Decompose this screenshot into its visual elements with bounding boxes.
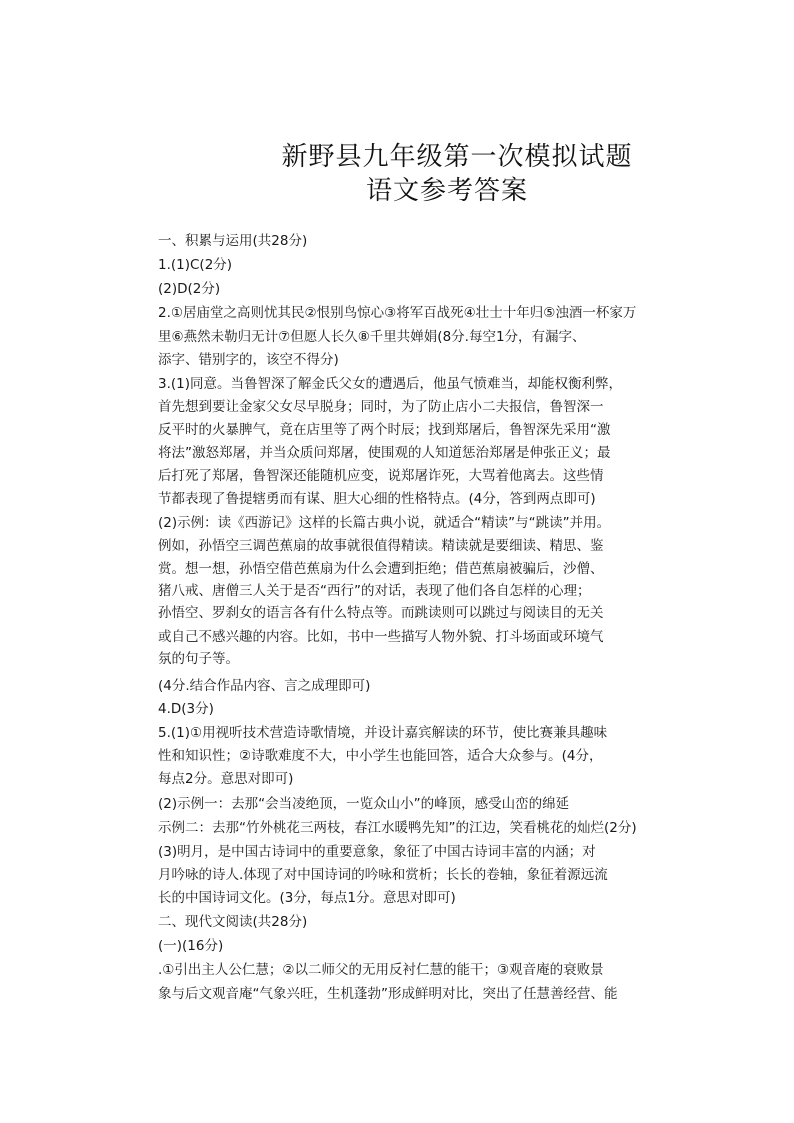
- text-line: 添字、错别字的，该空不得分): [158, 352, 339, 368]
- text-line: 长的中国诗词文化。(3分，每点1分。意思对即可): [158, 890, 456, 906]
- text-line: 赏。想一想，孙悟空借芭蕉扇为什么会遭到拒绝；借芭蕉扇被骗后，沙僧、: [158, 561, 604, 577]
- text-line: 将法”激怒郑屠，并当众质问郑屠，使围观的人知道惩治郑屠是伸张正义；最: [158, 445, 611, 461]
- text-line: 猪八戒、唐僧三人关于是否“西行”的对话，表现了他们各自怎样的心理；: [158, 583, 591, 599]
- document-title: 新野县九年级第一次模拟试题: [281, 142, 633, 172]
- text-line: 3.(1)同意。当鲁智深了解金氏父女的遭遇后，他虽气愤难当，却能权衡利弊，: [158, 376, 623, 392]
- document-subtitle: 语文参考答案: [365, 176, 528, 206]
- text-line: 孙悟空、罗刹女的语言各有什么特点等。而跳读则可以跳过与阅读目的无关: [158, 605, 604, 621]
- text-line: 反平时的火暴脾气，竟在店里等了两个时辰；找到郑屠后，鲁智深先采用“激: [158, 422, 611, 438]
- text-line: 示例二：去那“竹外桃花三两枝，春江水暖鸭先知”的江边，笑看桃花的灿烂(2分): [158, 820, 637, 836]
- text-line: 或自己不感兴趣的内容。比如，书中一些描写人物外貌、打斗场面或环境气: [158, 629, 604, 645]
- text-line: (2)示例一：去那“会当凌绝顶，一览众山小”的峰顶，感受山峦的绵延: [158, 796, 570, 812]
- text-line: 2.①居庙堂之高则忧其民②恨别鸟惊心③将军百战死④壮士十年归⑤浊酒一杯家万: [158, 305, 637, 321]
- text-line: (一)(16分): [158, 938, 224, 954]
- text-line: 节都表现了鲁提辖勇而有谋、胆大心细的性格特点。(4分，答到两点即可): [158, 491, 596, 507]
- text-line: 1.(1)C(2分): [158, 257, 233, 273]
- text-line: 里⑥燕然未勒归无计⑦但愿人长久⑧千里共婵娟(8分.每空1分，有漏字、: [158, 329, 586, 345]
- text-line: 例如，孙悟空三调芭蕉扇的故事就很值得精读。精读就是要细读、精思、鉴: [158, 538, 604, 554]
- text-line: 后打死了郑屠，鲁智深还能随机应变，说郑屠诈死，大骂着他离去。这些情: [158, 468, 604, 484]
- text-line: 每点2分。意思对即可): [158, 771, 294, 787]
- text-line: 首先想到要让金家父女尽早脱身；同时，为了防止店小二夫报信，鲁智深一: [158, 399, 604, 415]
- text-line: (3)明月，是中国古诗词中的重要意象，象征了中国古诗词丰富的内涵；对: [158, 844, 596, 860]
- text-line: .①引出主人公仁慧；②以二师父的无用反衬仁慧的能干；③观音庵的衰败景: [158, 962, 604, 978]
- text-line: 月吟咏的诗人.体现了对中国诗词的吟咏和赏析；长长的卷轴，象征着源远流: [158, 867, 608, 883]
- text-line: (2)D(2分): [158, 281, 221, 297]
- text-line: (4分.结合作品内容、言之成理即可): [158, 678, 371, 694]
- text-line: 5.(1)①用视听技术营造诗歌情境，并设计嘉宾解读的环节，使比赛兼具趣味: [158, 725, 608, 741]
- text-line: (2)示例：读《西游记》这样的长篇古典小说，就适合“精读”与“跳读”并用。: [158, 515, 611, 531]
- text-line: 象与后文观音庵“气象兴旺，生机蓬勃”形成鲜明对比，突出了任慧善经营、能: [158, 986, 618, 1002]
- text-line: 一、积累与运用(共28分): [158, 233, 308, 249]
- text-line: 性和知识性；②诗歌难度不大，中小学生也能回答，适合大众参与。(4分，: [158, 748, 603, 764]
- text-line: 氛的句子等。: [158, 651, 239, 667]
- text-line: 二、现代文阅读(共28分): [158, 914, 308, 930]
- text-line: 4.D(3分): [158, 701, 214, 717]
